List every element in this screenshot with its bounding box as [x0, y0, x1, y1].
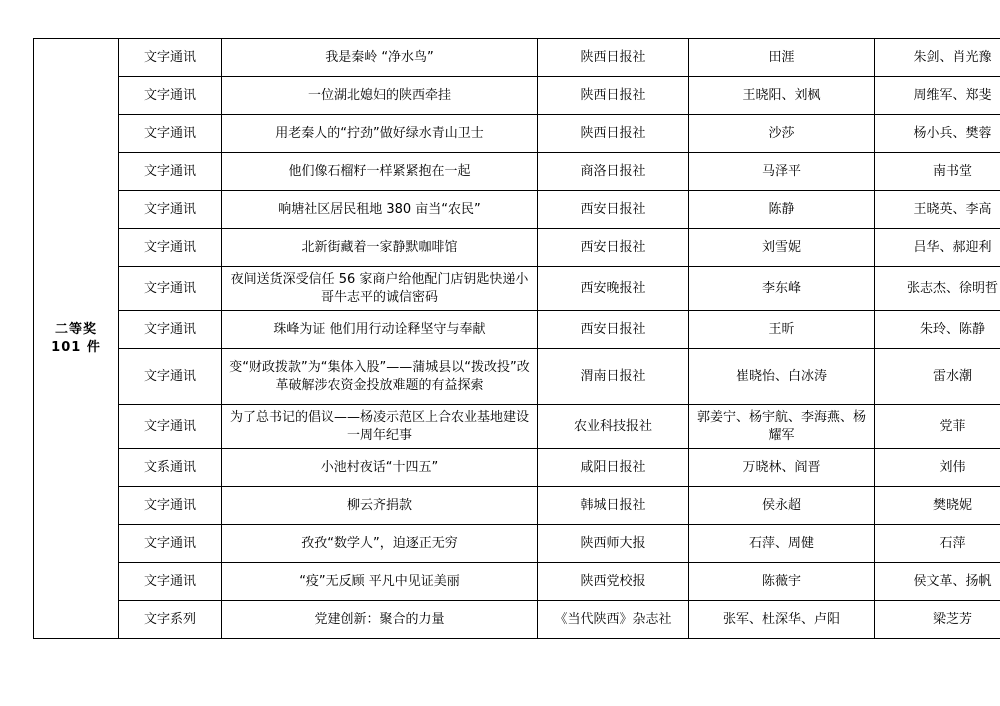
cell-editors: 杨小兵、樊蓉 [875, 115, 1000, 153]
cell-editors: 石萍 [875, 525, 1000, 563]
cell-title: 为了总书记的倡议——杨凌示范区上合农业基地建设一周年纪事 [222, 405, 538, 449]
cell-org: 陕西日报社 [538, 115, 689, 153]
cell-editors: 吕华、郝迎利 [875, 229, 1000, 267]
cell-authors: 沙莎 [689, 115, 875, 153]
cell-title: 他们像石榴籽一样紧紧抱在一起 [222, 153, 538, 191]
table-row [34, 39, 1000, 77]
cell-org: 渭南日报社 [538, 349, 689, 405]
table-row [34, 115, 1000, 153]
cell-title: 夜间送货深受信任 56 家商户给他配门店钥匙快递小哥牛志平的诚信密码 [222, 267, 538, 311]
cell-authors: 陈薇宇 [689, 563, 875, 601]
cell-authors: 石萍、周健 [689, 525, 875, 563]
cell-title: 用老秦人的“拧劲”做好绿水青山卫士 [222, 115, 538, 153]
cell-org: 韩城日报社 [538, 487, 689, 525]
cell-title: 党建创新：聚合的力量 [222, 601, 538, 639]
cell-editors: 侯文革、扬帆 [875, 563, 1000, 601]
cell-type: 文字系列 [119, 601, 222, 639]
cell-org: 西安日报社 [538, 229, 689, 267]
cell-org: 陕西日报社 [538, 77, 689, 115]
cell-title: 孜孜“数学人”，迫逐正无穷 [222, 525, 538, 563]
cell-authors: 侯永超 [689, 487, 875, 525]
table-row [34, 191, 1000, 229]
cell-editors: 樊晓妮 [875, 487, 1000, 525]
cell-editors: 梁芝芳 [875, 601, 1000, 639]
cell-authors: 张军、杜深华、卢阳 [689, 601, 875, 639]
cell-editors: 党菲 [875, 405, 1000, 449]
table-row [34, 77, 1000, 115]
group-label-cell [34, 39, 119, 639]
cell-authors: 刘雪妮 [689, 229, 875, 267]
cell-type: 文字通讯 [119, 77, 222, 115]
award-table [33, 38, 1000, 639]
cell-editors: 刘伟 [875, 449, 1000, 487]
cell-title: 柳云齐捐款 [222, 487, 538, 525]
cell-title: 我是秦岭 “净水鸟” [222, 39, 538, 77]
table-row [34, 311, 1000, 349]
group-label-line-2: 101 件 [51, 339, 101, 355]
cell-type: 文字通讯 [119, 115, 222, 153]
cell-type: 文字通讯 [119, 39, 222, 77]
cell-editors: 周维军、郑斐 [875, 77, 1000, 115]
table-row [34, 267, 1000, 311]
group-label-line-1: 二等奖 [54, 322, 97, 338]
cell-type: 文字通讯 [119, 153, 222, 191]
cell-authors: 王晓阳、刘枫 [689, 77, 875, 115]
cell-org: 陕西日报社 [538, 39, 689, 77]
table-row [34, 487, 1000, 525]
table-row [34, 153, 1000, 191]
cell-org: 咸阳日报社 [538, 449, 689, 487]
cell-type: 文字通讯 [119, 267, 222, 311]
cell-org: 西安日报社 [538, 191, 689, 229]
cell-authors: 万晓林、阎晋 [689, 449, 875, 487]
cell-title: 北新街藏着一家静默咖啡馆 [222, 229, 538, 267]
cell-type: 文字通讯 [119, 405, 222, 449]
cell-type: 文字通讯 [119, 563, 222, 601]
cell-type: 文系通讯 [119, 449, 222, 487]
award-table-container [33, 38, 998, 639]
cell-title: 变“财政拨款”为“集体入股”——蒲城县以“拨改投”改革破解涉农资金投放难题的有益探索 [222, 349, 538, 405]
cell-authors: 王昕 [689, 311, 875, 349]
cell-type: 文字通讯 [119, 487, 222, 525]
cell-type: 文字通讯 [119, 229, 222, 267]
cell-type: 文字通讯 [119, 191, 222, 229]
cell-editors: 雷水潮 [875, 349, 1000, 405]
cell-authors: 李东峰 [689, 267, 875, 311]
cell-title: 小池村夜话“十四五” [222, 449, 538, 487]
cell-title: 响塘社区居民租地 380 亩当“农民” [222, 191, 538, 229]
cell-org: 商洛日报社 [538, 153, 689, 191]
table-row [34, 525, 1000, 563]
table-row [34, 449, 1000, 487]
cell-editors: 朱玲、陈静 [875, 311, 1000, 349]
table-row [34, 563, 1000, 601]
cell-type: 文字通讯 [119, 525, 222, 563]
table-row [34, 229, 1000, 267]
cell-type: 文字通讯 [119, 349, 222, 405]
cell-title: 一位湖北媳妇的陕西牵挂 [222, 77, 538, 115]
cell-editors: 王晓英、李高 [875, 191, 1000, 229]
cell-authors: 郭姜宁、杨宇航、李海燕、杨耀军 [689, 405, 875, 449]
cell-org: 陕西党校报 [538, 563, 689, 601]
cell-title: “疫”无反顾 平凡中见证美丽 [222, 563, 538, 601]
cell-editors: 张志杰、徐明哲 [875, 267, 1000, 311]
cell-editors: 朱剑、肖光豫 [875, 39, 1000, 77]
table-row [34, 601, 1000, 639]
cell-authors: 崔晓怡、白冰涛 [689, 349, 875, 405]
cell-org: 西安日报社 [538, 311, 689, 349]
cell-authors: 田涯 [689, 39, 875, 77]
cell-title: 珠峰为证 他们用行动诠释坚守与奉献 [222, 311, 538, 349]
award-table-body [34, 39, 1000, 639]
cell-org: 农业科技报社 [538, 405, 689, 449]
cell-authors: 陈静 [689, 191, 875, 229]
cell-authors: 马泽平 [689, 153, 875, 191]
table-row [34, 405, 1000, 449]
cell-org: 陕西师大报 [538, 525, 689, 563]
cell-org: 《当代陕西》杂志社 [538, 601, 689, 639]
cell-editors: 南书堂 [875, 153, 1000, 191]
cell-type: 文字通讯 [119, 311, 222, 349]
table-row [34, 349, 1000, 405]
cell-org: 西安晚报社 [538, 267, 689, 311]
